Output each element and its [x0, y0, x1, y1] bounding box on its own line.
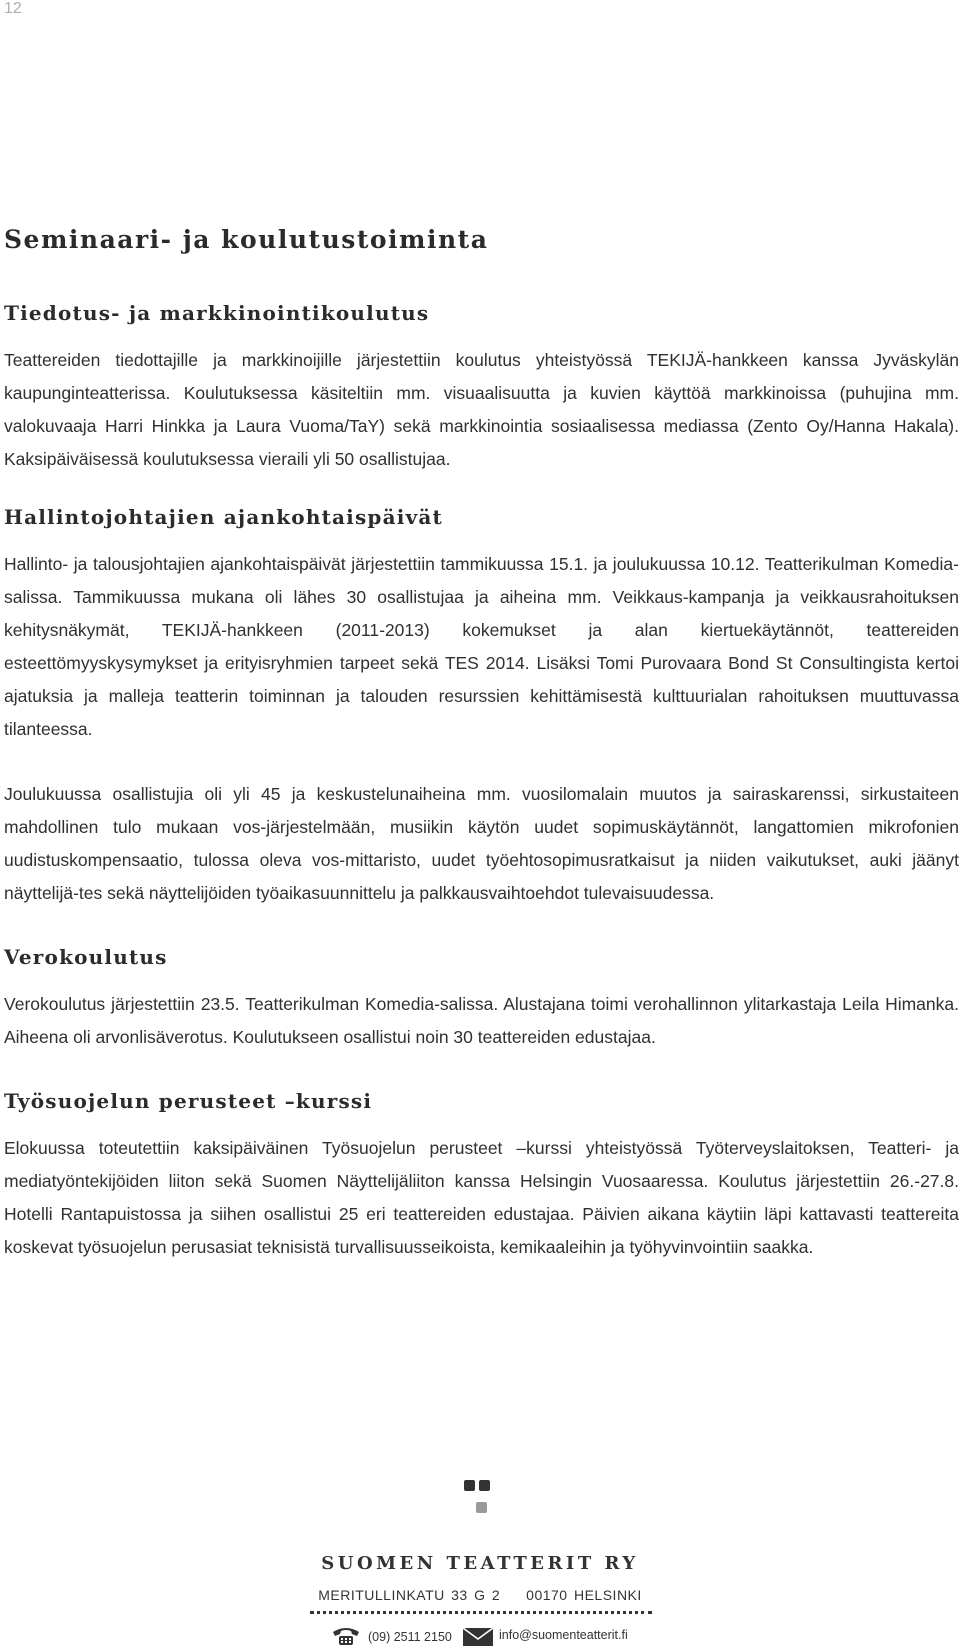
contact-info	[330, 1625, 660, 1649]
section-verokoulutus	[4, 942, 959, 1054]
logo-icon	[464, 1480, 504, 1520]
subsection-title: Verokoulutus	[4, 945, 168, 969]
section-tyosuojelu	[4, 1086, 959, 1264]
postal-address: 00170 HELSINKI	[526, 1587, 642, 1603]
email-link[interactable]: info@suomenteatterit.fi	[499, 1628, 628, 1642]
mail-icon	[462, 1627, 494, 1652]
paragraph: Joulukuussa osallistujia oli yli 45 ja keskustelunaiheina mm. vuosilomalain muutos ja sairaskarenssi, sirkustaiteen mahdollinen tulo mukaan vos-järjestelmään, musiikin käytön uudet sopimuskäytännöt, langattomien mikrofonien uudistuskompensaatio, tulossa oleva vos-mittaristo, uudet työehtosopimusratkaisut ja niiden vaikutukset, auki jäänyt näyttelijä-tes sekä näyttelijöiden työaikasuunnittelu ja palkkausvaihtoehdot tulevaisuudessa.	[4, 784, 959, 903]
subsection-title: Työsuojelun perusteet –kurssi	[4, 1089, 373, 1113]
subsection-title: Tiedotus- ja markkinointikoulutus	[4, 301, 430, 325]
address	[310, 1587, 650, 1603]
street-address: MERITULLINKATU 33 G 2	[318, 1587, 501, 1603]
section-hallintojohtajat	[4, 502, 959, 910]
phone-icon	[330, 1625, 362, 1652]
paragraph: Hallinto- ja talousjohtajien ajankohtaispäivät järjestettiin tammikuussa 15.1. ja joulukuussa 10.12. Teatterikulman Komedia-salissa. Tammikuussa mukana oli lähes 30 osallistujaa ja aiheina mm. Veikkaus-kampanja ja veikkausrahoituksen kehitysnäkymät, TEKIJÄ-hankkeen (2011-2013) kokemukset ja alan kiertuekäytännöt, teattereiden esteettömyyskysymykset ja erityisryhmien tarpeet sekä TES 2014. Lisäksi Tomi Purovaara Bond St Consultingista kertoi ajatuksia ja malleja teatterin toiminnan ja talouden resurssien kehittämisestä kulttuurialan rahoituksen muuttuvassa tilanteessa.	[4, 554, 959, 739]
section-tiedotus	[4, 298, 959, 476]
page-number: 12	[4, 0, 22, 17]
phone-number[interactable]: (09) 2511 2150	[368, 1630, 452, 1644]
main-content	[4, 222, 959, 1296]
org-name: SUOMEN TEATTERIT RY	[321, 1553, 639, 1574]
paragraph: Verokoulutus järjestettiin 23.5. Teatterikulman Komedia-salissa. Alustajana toimi verohallinnon ylitarkastaja Leila Himanka. Aiheena oli arvonlisäverotus. Koulutukseen osallistui noin 30 teattereiden edustajaa.	[4, 994, 959, 1047]
section-title: Seminaari- ja koulutustoiminta	[4, 225, 489, 254]
subsection-title: Hallintojohtajien ajankohtaispäivät	[4, 505, 443, 529]
footer	[0, 1480, 960, 1650]
paragraph: Elokuussa toteutettiin kaksipäiväinen Työsuojelun perusteet –kurssi yhteistyössä Työterveyslaitoksen, Teatteri- ja mediatyöntekijöiden liiton sekä Suomen Näyttelijäliiton kanssa Helsingin Vuosaaressa. Koulutus järjestettiin 26.-27.8. Hotelli Rantapuistossa ja siihen osallistui 25 eri teattereiden edustajaa. Päivien aikana käytiin läpi kattavasti teattereita koskevat työsuojelun perusasiat teknisistä turvallisuusseikoista, kemikaaleihin ja työhyvinvointiin saakka.	[4, 1138, 959, 1257]
paragraph: Teattereiden tiedottajille ja markkinoijille järjestettiin koulutus yhteistyössä TEKIJÄ-hankkeen kanssa Jyväskylän kaupunginteatterissa. Koulutuksessa käsiteltiin mm. visuaalisuutta ja kuvien käyttöä markkinoissa (puhujina mm. valokuvaaja Harri Hinkka ja Laura Vuoma/TaY) sekä markkinointia sosiaalisessa mediassa (Zento Oy/Hanna Hakala). Kaksipäiväisessä koulutuksessa vieraili yli 50 osallistujaa.	[4, 350, 959, 469]
dotted-divider	[310, 1611, 652, 1614]
